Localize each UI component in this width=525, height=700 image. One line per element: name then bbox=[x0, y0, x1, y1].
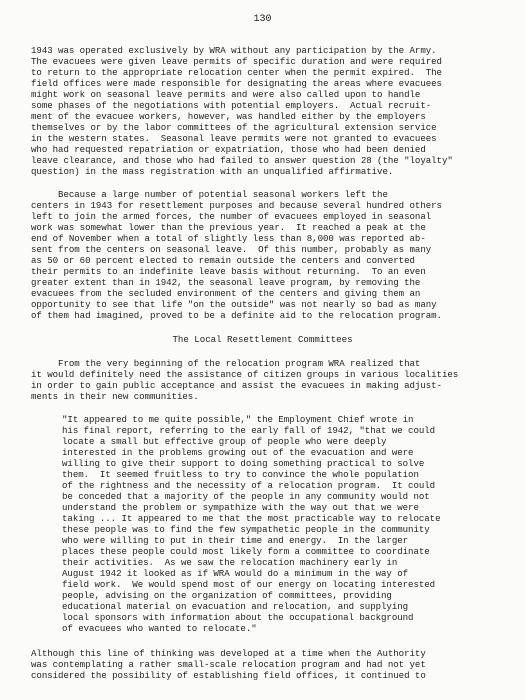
quote-line: "It appeared to me quite possible," the Employment Chief wrote in bbox=[62, 414, 414, 425]
text-line: considered the possibility of establishing field offices, it continued to bbox=[31, 670, 426, 681]
quote-line: of evacuees who wanted to relocate." bbox=[62, 623, 257, 634]
text-line: centers in 1943 for resettlement purposes and because several hundred others bbox=[31, 200, 442, 211]
text-line: ments in their new communities. bbox=[31, 391, 199, 402]
quote-line: of the rightness and the necessity of a relocation program. It could bbox=[62, 480, 436, 491]
text-line: From the very beginning of the relocation program WRA realized that bbox=[31, 358, 421, 369]
page-number: 130 bbox=[253, 14, 272, 25]
text-line: 1943 was operated exclusively by WRA without any participation by the Army. bbox=[31, 45, 437, 56]
quote-line: places these people could most likely form a committee to coordinate bbox=[62, 546, 430, 557]
quote-line: be conceded that a majority of the people in any community would not bbox=[62, 491, 430, 502]
quote-line: local sponsors with information about the occupational background bbox=[62, 612, 414, 623]
text-line: greater extent than in 1942, the seasonal leave program, by removing the bbox=[31, 277, 421, 288]
text-line: leave clearance, and those who had failed to answer question 28 (the "loyalty" bbox=[31, 155, 453, 166]
text-line: opportunity to see that life "on the outside" was not nearly so bad as many bbox=[31, 299, 437, 310]
text-line: The evacuees were given leave permits of specific duration and were required bbox=[31, 56, 442, 67]
text-line: as 50 or 60 percent elected to remain outside the centers and converted bbox=[31, 255, 415, 266]
text-line: to return to the appropriate relocation center when the permit expired. The bbox=[31, 67, 442, 78]
quote-line: field work. We would spend most of our energy on locating interested bbox=[62, 579, 436, 590]
quote-line: people, advising on the organization of committees, providing bbox=[62, 590, 392, 601]
text-line: left to join the armed forces, the number of evacuees employed in seasonal bbox=[31, 211, 432, 222]
text-line: who had requested repatriation or expatriation, those who had been denied bbox=[31, 144, 426, 155]
text-line: question) in the mass registration with an unqualified affirmative. bbox=[31, 166, 394, 177]
text-line: end of November when a total of slightly less than 8,000 was reported ab- bbox=[31, 233, 426, 244]
text-line: was contemplating a rather small-scale relocation program and had not yet bbox=[31, 659, 426, 670]
quote-line: August 1942 it looked as if WRA would do a minimum in the way of bbox=[62, 568, 409, 579]
quote-line: taking ... It appeared to me that the most practicable way to relocate bbox=[62, 513, 441, 524]
text-line: work was somewhat lower than the previous year. It reached a peak at the bbox=[31, 222, 426, 233]
quote-line: their activities. As we saw the relocation machinery early in bbox=[62, 557, 398, 568]
text-line: evacuees from the secluded environment of the centers and giving them an bbox=[31, 288, 421, 299]
text-line: might work on seasonal leave permits and were also called upon to handle bbox=[31, 89, 421, 100]
section-heading: The Local Resettlement Committees bbox=[172, 334, 353, 345]
text-line: sent from the centers on seasonal leave. Of this number, probably as many bbox=[31, 244, 432, 255]
quote-line: locate a small but effective group of people who were deeply bbox=[62, 436, 387, 447]
quote-line: interested in the problems growing out of the evacuation and were bbox=[62, 447, 414, 458]
text-line: ment of the evacuee workers, however, was handled either by the employers bbox=[31, 111, 426, 122]
quote-line: his final report, referring to the early fall of 1942, "that we could bbox=[62, 425, 436, 436]
quote-line: understand the problem or sympathize with the way out that we were bbox=[62, 502, 419, 513]
quote-line: willing to give their support to doing something practical to solve bbox=[62, 458, 425, 469]
quote-line: them. It seemed fruitless to try to convince the whole population bbox=[62, 469, 419, 480]
text-line: some phases of the negotiations with potential employers. Actual recruit- bbox=[31, 100, 432, 111]
text-line: themselves or by the labor committees of the agricultural extension service bbox=[31, 122, 437, 133]
quote-line: who were willing to put in their time and energy. In the larger bbox=[62, 535, 409, 546]
text-line: in order to gain public acceptance and assist the evacuees in making adjust- bbox=[31, 380, 442, 391]
text-line: in the western states. Seasonal leave permits were not granted to evacuees bbox=[31, 133, 437, 144]
text-line: Although this line of thinking was developed at a time when the Authority bbox=[31, 648, 426, 659]
quote-line: these people was to find the few sympathetic people in the community bbox=[62, 524, 430, 535]
text-line: their permits to an indefinite leave basis without returning. To an even bbox=[31, 266, 426, 277]
text-line: Because a large number of potential seasonal workers left the bbox=[31, 189, 388, 200]
quote-line: educational material on evacuation and relocation, and supplying bbox=[62, 601, 409, 612]
text-line: field offices were made responsible for designating the areas where evacuees bbox=[31, 78, 442, 89]
text-line: of them had imagined, proved to be a definite aid to the relocation program. bbox=[31, 310, 442, 321]
text-line: it would definitely need the assistance of citizen groups in various localities bbox=[31, 369, 459, 380]
